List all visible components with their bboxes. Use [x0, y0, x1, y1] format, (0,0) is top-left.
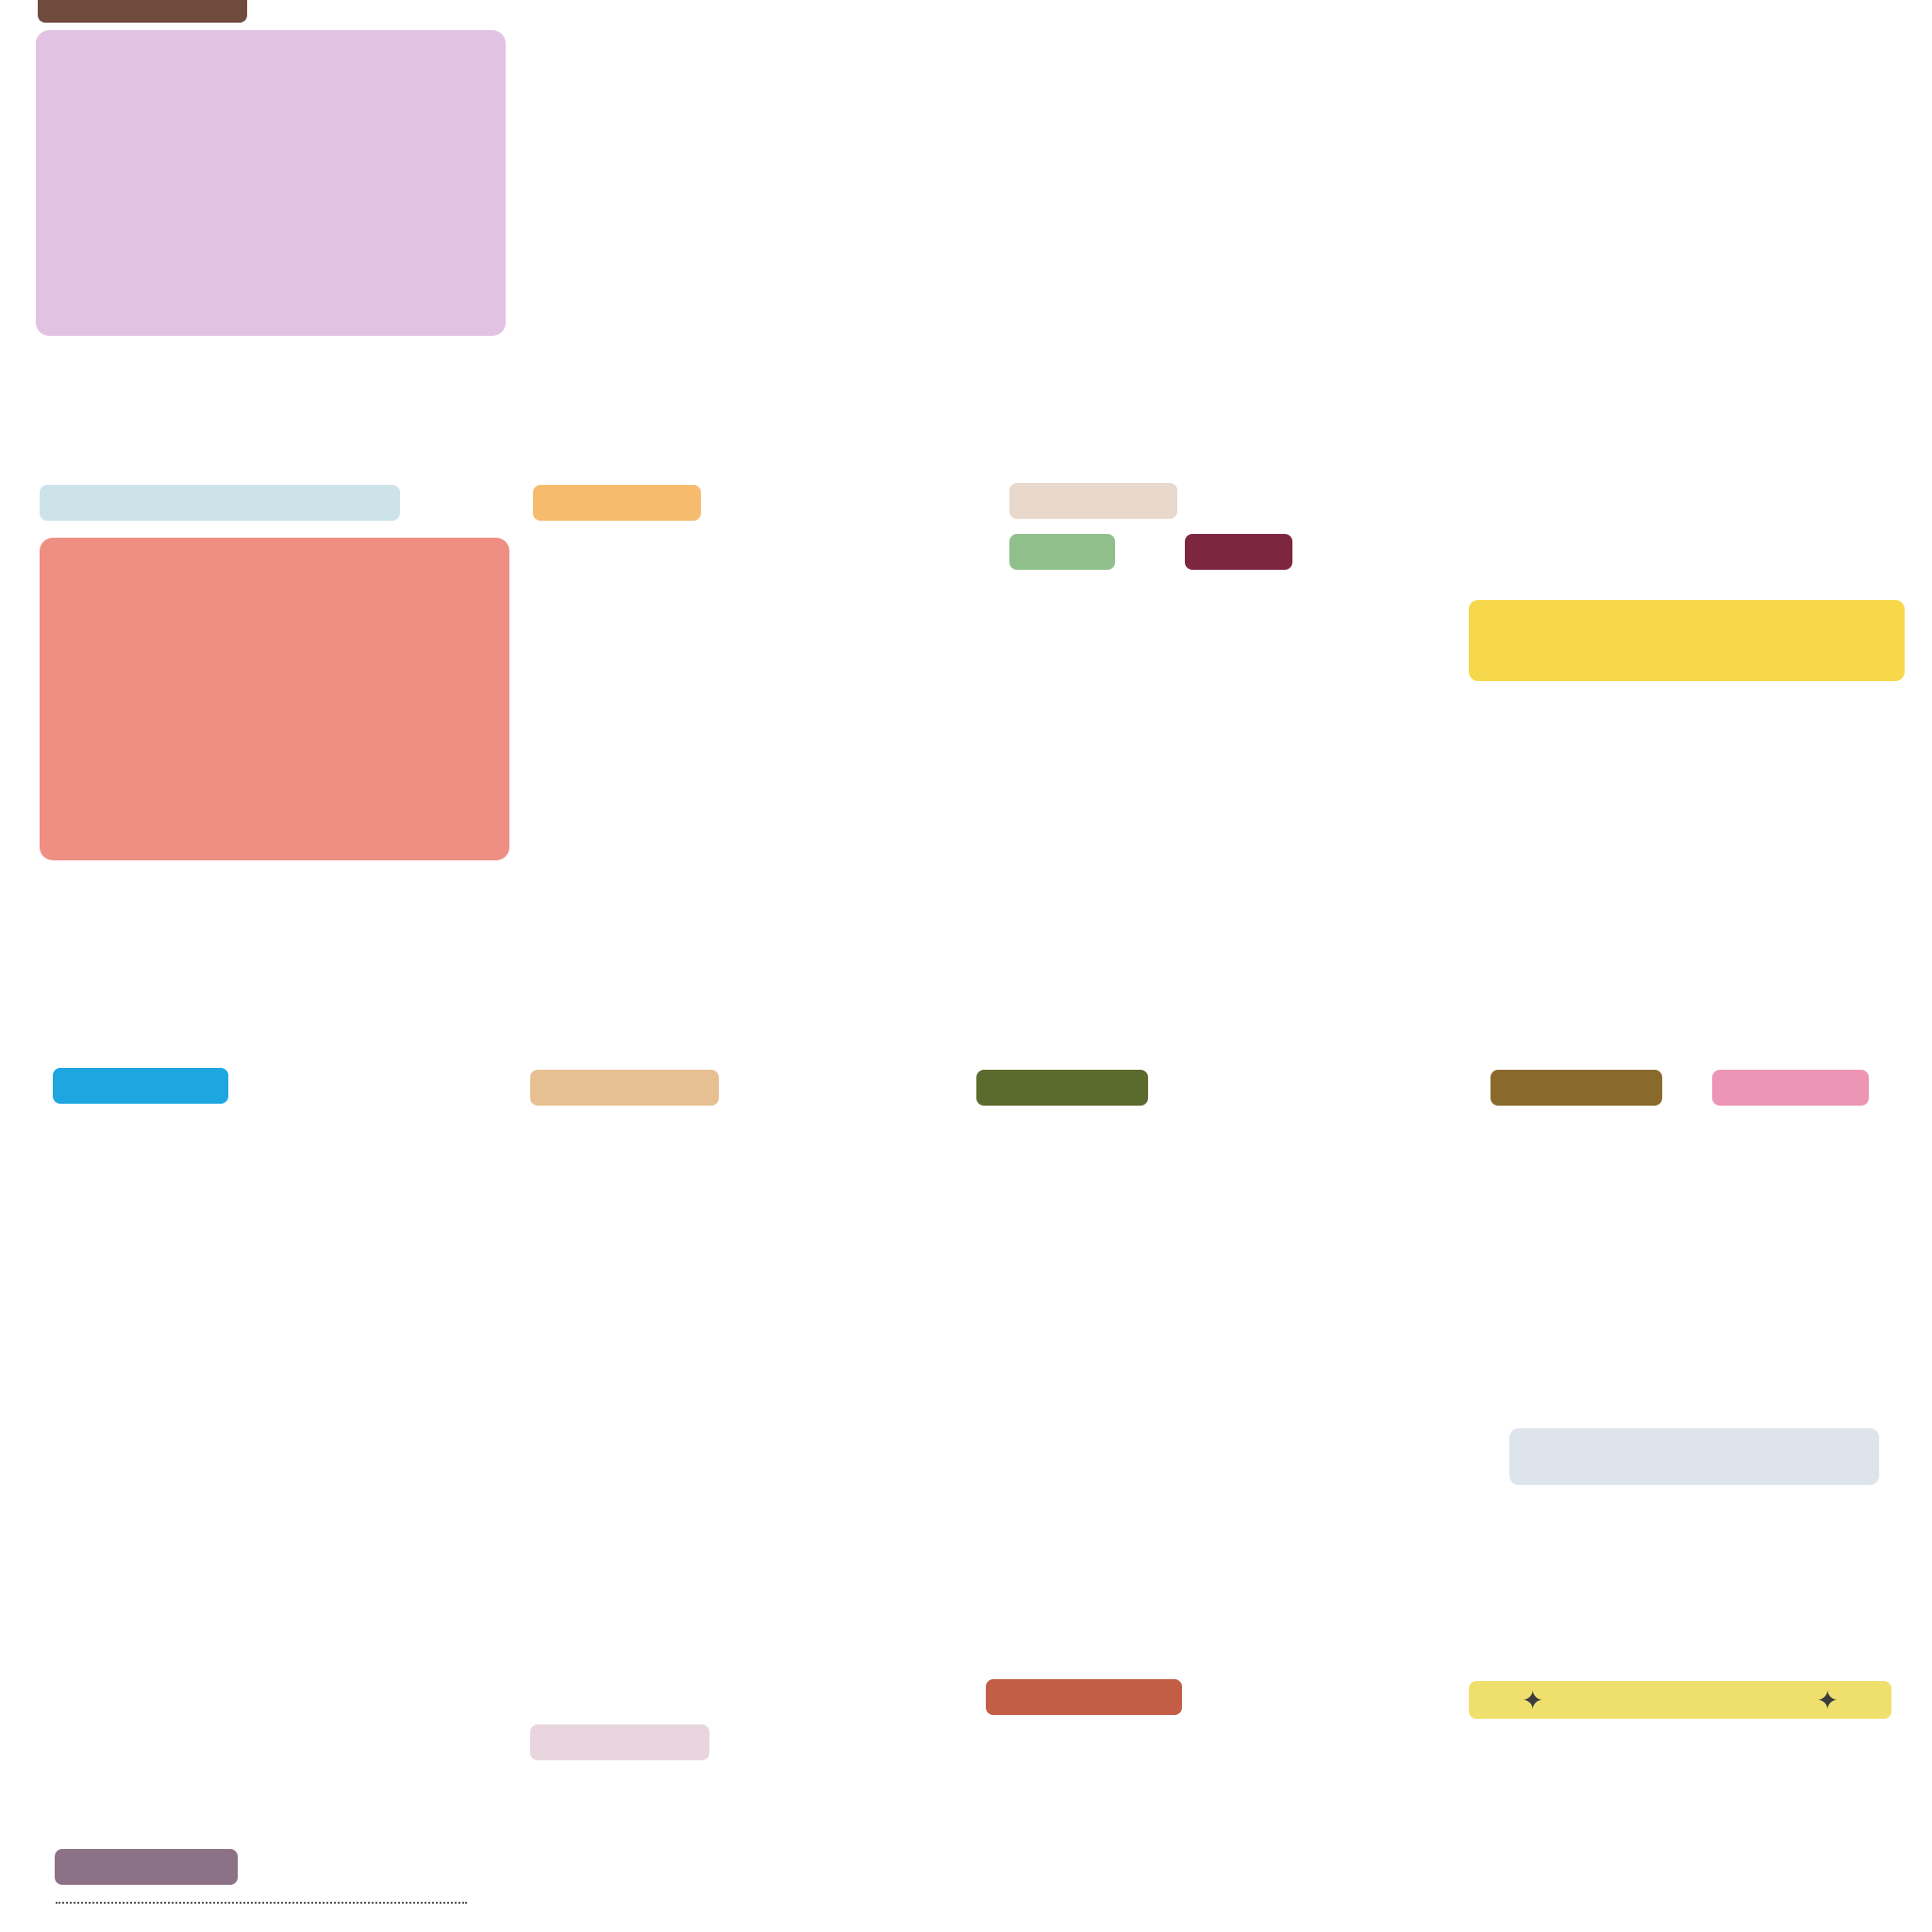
toasts-tab [530, 1070, 719, 1106]
salads-column [54, 1902, 469, 1909]
salads-tab [55, 1849, 238, 1885]
hot-tab [1009, 534, 1115, 570]
coffee-tab [1009, 483, 1177, 519]
boosters-box [36, 30, 506, 336]
boosters-tab [38, 0, 247, 23]
bars-tab [1712, 1070, 1869, 1106]
bites-tab [1491, 1070, 1662, 1106]
mc-boosters-box [40, 538, 509, 860]
bowls-tab [53, 1068, 228, 1104]
iced-tab [1185, 534, 1292, 570]
othership-left-emblem-icon: ✦ [1522, 1686, 1544, 1715]
othership-right-emblem-icon: ✦ [1816, 1686, 1839, 1715]
catering-button[interactable] [1509, 1428, 1879, 1485]
wellness-tab [986, 1679, 1182, 1715]
tonics-tab [976, 1070, 1148, 1106]
elevate-box [1469, 600, 1905, 681]
mc-boosters-tab [40, 485, 400, 521]
matcha-tab [533, 485, 701, 521]
soups-tab [530, 1724, 709, 1760]
othership-banner [1469, 1681, 1891, 1719]
salad-item [54, 1902, 469, 1909]
